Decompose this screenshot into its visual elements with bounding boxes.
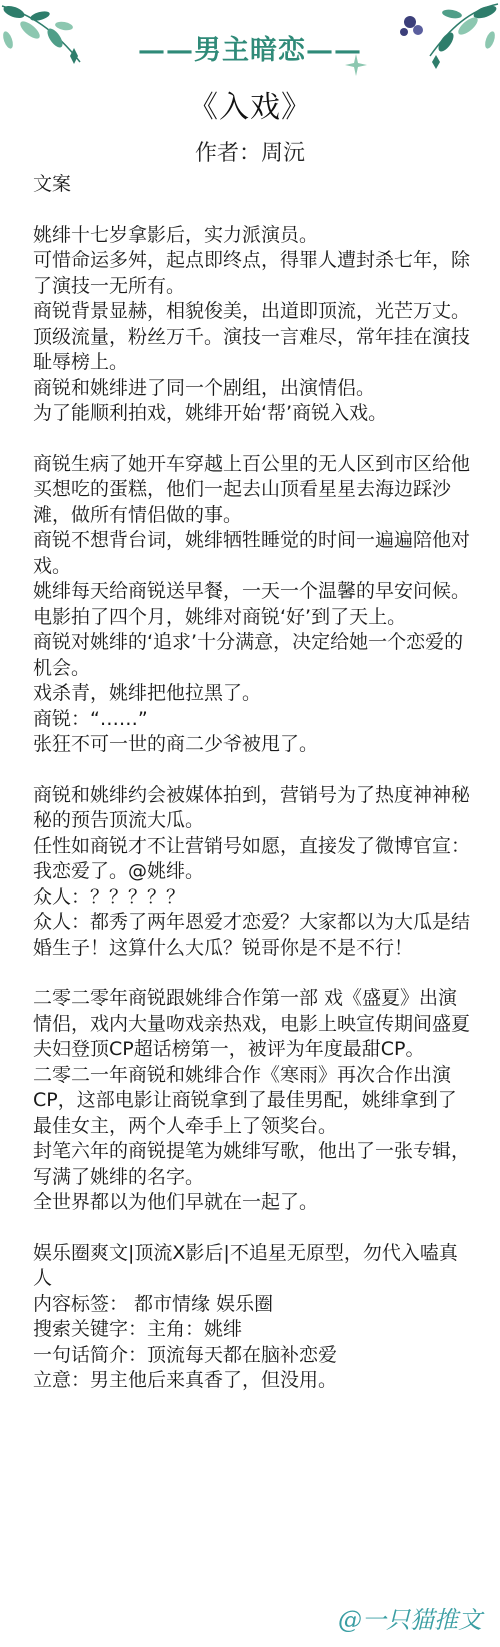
text-line: 为了能顺利拍戏，姚绯开始‘帮’商锐入戏。 [33, 402, 388, 424]
text-line: 商锐和姚绯约会被媒体拍到，营销号为了热度神神秘秘的预告顶流大瓜。 [33, 783, 471, 831]
text-line: 商锐和姚绯进了同一个剧组，出演情侣。 [33, 376, 376, 399]
paragraph-block [33, 1241, 473, 1394]
text-line: 任性如商锐才不让营销号如愿，直接发了微博官宣：我恋爱了。@姚绯。 [33, 834, 471, 882]
spacer [33, 198, 473, 223]
book-title: 《入戏》 [188, 90, 312, 125]
text-line: 商锐背景显赫，相貌俊美，出道即顶流，光芒万丈。 [33, 300, 471, 322]
author-line: 作者：周沅 [194, 141, 305, 166]
paragraph-block [33, 452, 473, 758]
text-line: 封笔六年的商锐提笔为姚绯写歌，他出了一张专辑，写满了姚绯的名字。 [33, 1140, 471, 1188]
text-line: 商锐：“……” [33, 707, 148, 730]
text-line: 商锐对姚绯的‘追求’十分满意，决定给她一个恋爱的机会。 [33, 631, 464, 679]
text-line: 姚绯十七岁拿影后，实力派演员。 [33, 223, 319, 246]
text-line: 搜索关键字：主角：姚绯 [33, 1318, 243, 1340]
text-line: 众人：？？？？？ [33, 885, 186, 908]
synopsis [33, 172, 473, 1394]
text-line: 商锐不想背台词，姚绯牺牲睡觉的时间一遍遍陪他对戏。 [33, 529, 471, 577]
text-line: 一句话简介：顶流每天都在脑补恋爱 [33, 1343, 338, 1366]
text-line: 戏杀青，姚绯把他拉黑了。 [33, 682, 262, 704]
text-line: 商锐生病了她开车穿越上百公里的无人区到市区给他买想吃的蛋糕，他们一起去山顶看星星去海边踩沙滩，做所有情侣做的事。 [33, 452, 471, 526]
text-line: 电影拍了四个月，姚绯对商锐‘好’到了天上。 [33, 605, 407, 628]
text-line: 二零二零年商锐跟姚绯合作第一部 戏《盛夏》出演情侣，戏内大量吻戏亲热戏，电影上映宣传期间盛夏夫妇登顶CP超话榜第一，被评为年度最甜CP。 [33, 987, 471, 1060]
text-line: 可惜命运多舛，起点即终点，得罪人遭封杀七年，除了演技一无所有。 [33, 249, 471, 297]
text-line: 顶级流量，粉丝万千。演技一言难尽，常年挂在演技耻辱榜上。 [33, 325, 471, 373]
text-line: 内容标签： 都市情缘 娱乐圈 [33, 1292, 274, 1315]
paragraph-block [33, 223, 473, 427]
text-line: 娱乐圈爽文|顶流X影后|不追星无原型，勿代入嗑真人 [33, 1241, 458, 1289]
text-line: 立意：男主他后来真香了，但没用。 [33, 1369, 338, 1391]
watermark: @一只猫推文 [338, 1606, 482, 1634]
text-line: 张狂不可一世的商二少爷被甩了。 [33, 733, 319, 755]
text-line: 众人：都秀了两年恩爱才恋爱？大家都以为大瓜是结婚生子！这算什么大瓜？锐哥你是不是不行！ [33, 911, 471, 959]
paragraph-block [33, 783, 473, 962]
text-line: 二零二一年商锐和姚绯合作《寒雨》再次合作出演CP，这部电影让商锐拿到了最佳男配，姚绯拿到了最佳女主，两个人牵手上了领奖台。 [33, 1063, 457, 1137]
banner-title: ——男主暗恋—— [138, 35, 362, 66]
header-banner [0, 0, 500, 80]
text-line: 姚绯每天给商锐送早餐，一天一个温馨的早安问候。 [33, 580, 471, 602]
text-line: 全世界都以为他们早就在一起了。 [33, 1191, 319, 1213]
synopsis-heading: 文案 [33, 173, 72, 195]
paragraph-block [33, 986, 473, 1216]
